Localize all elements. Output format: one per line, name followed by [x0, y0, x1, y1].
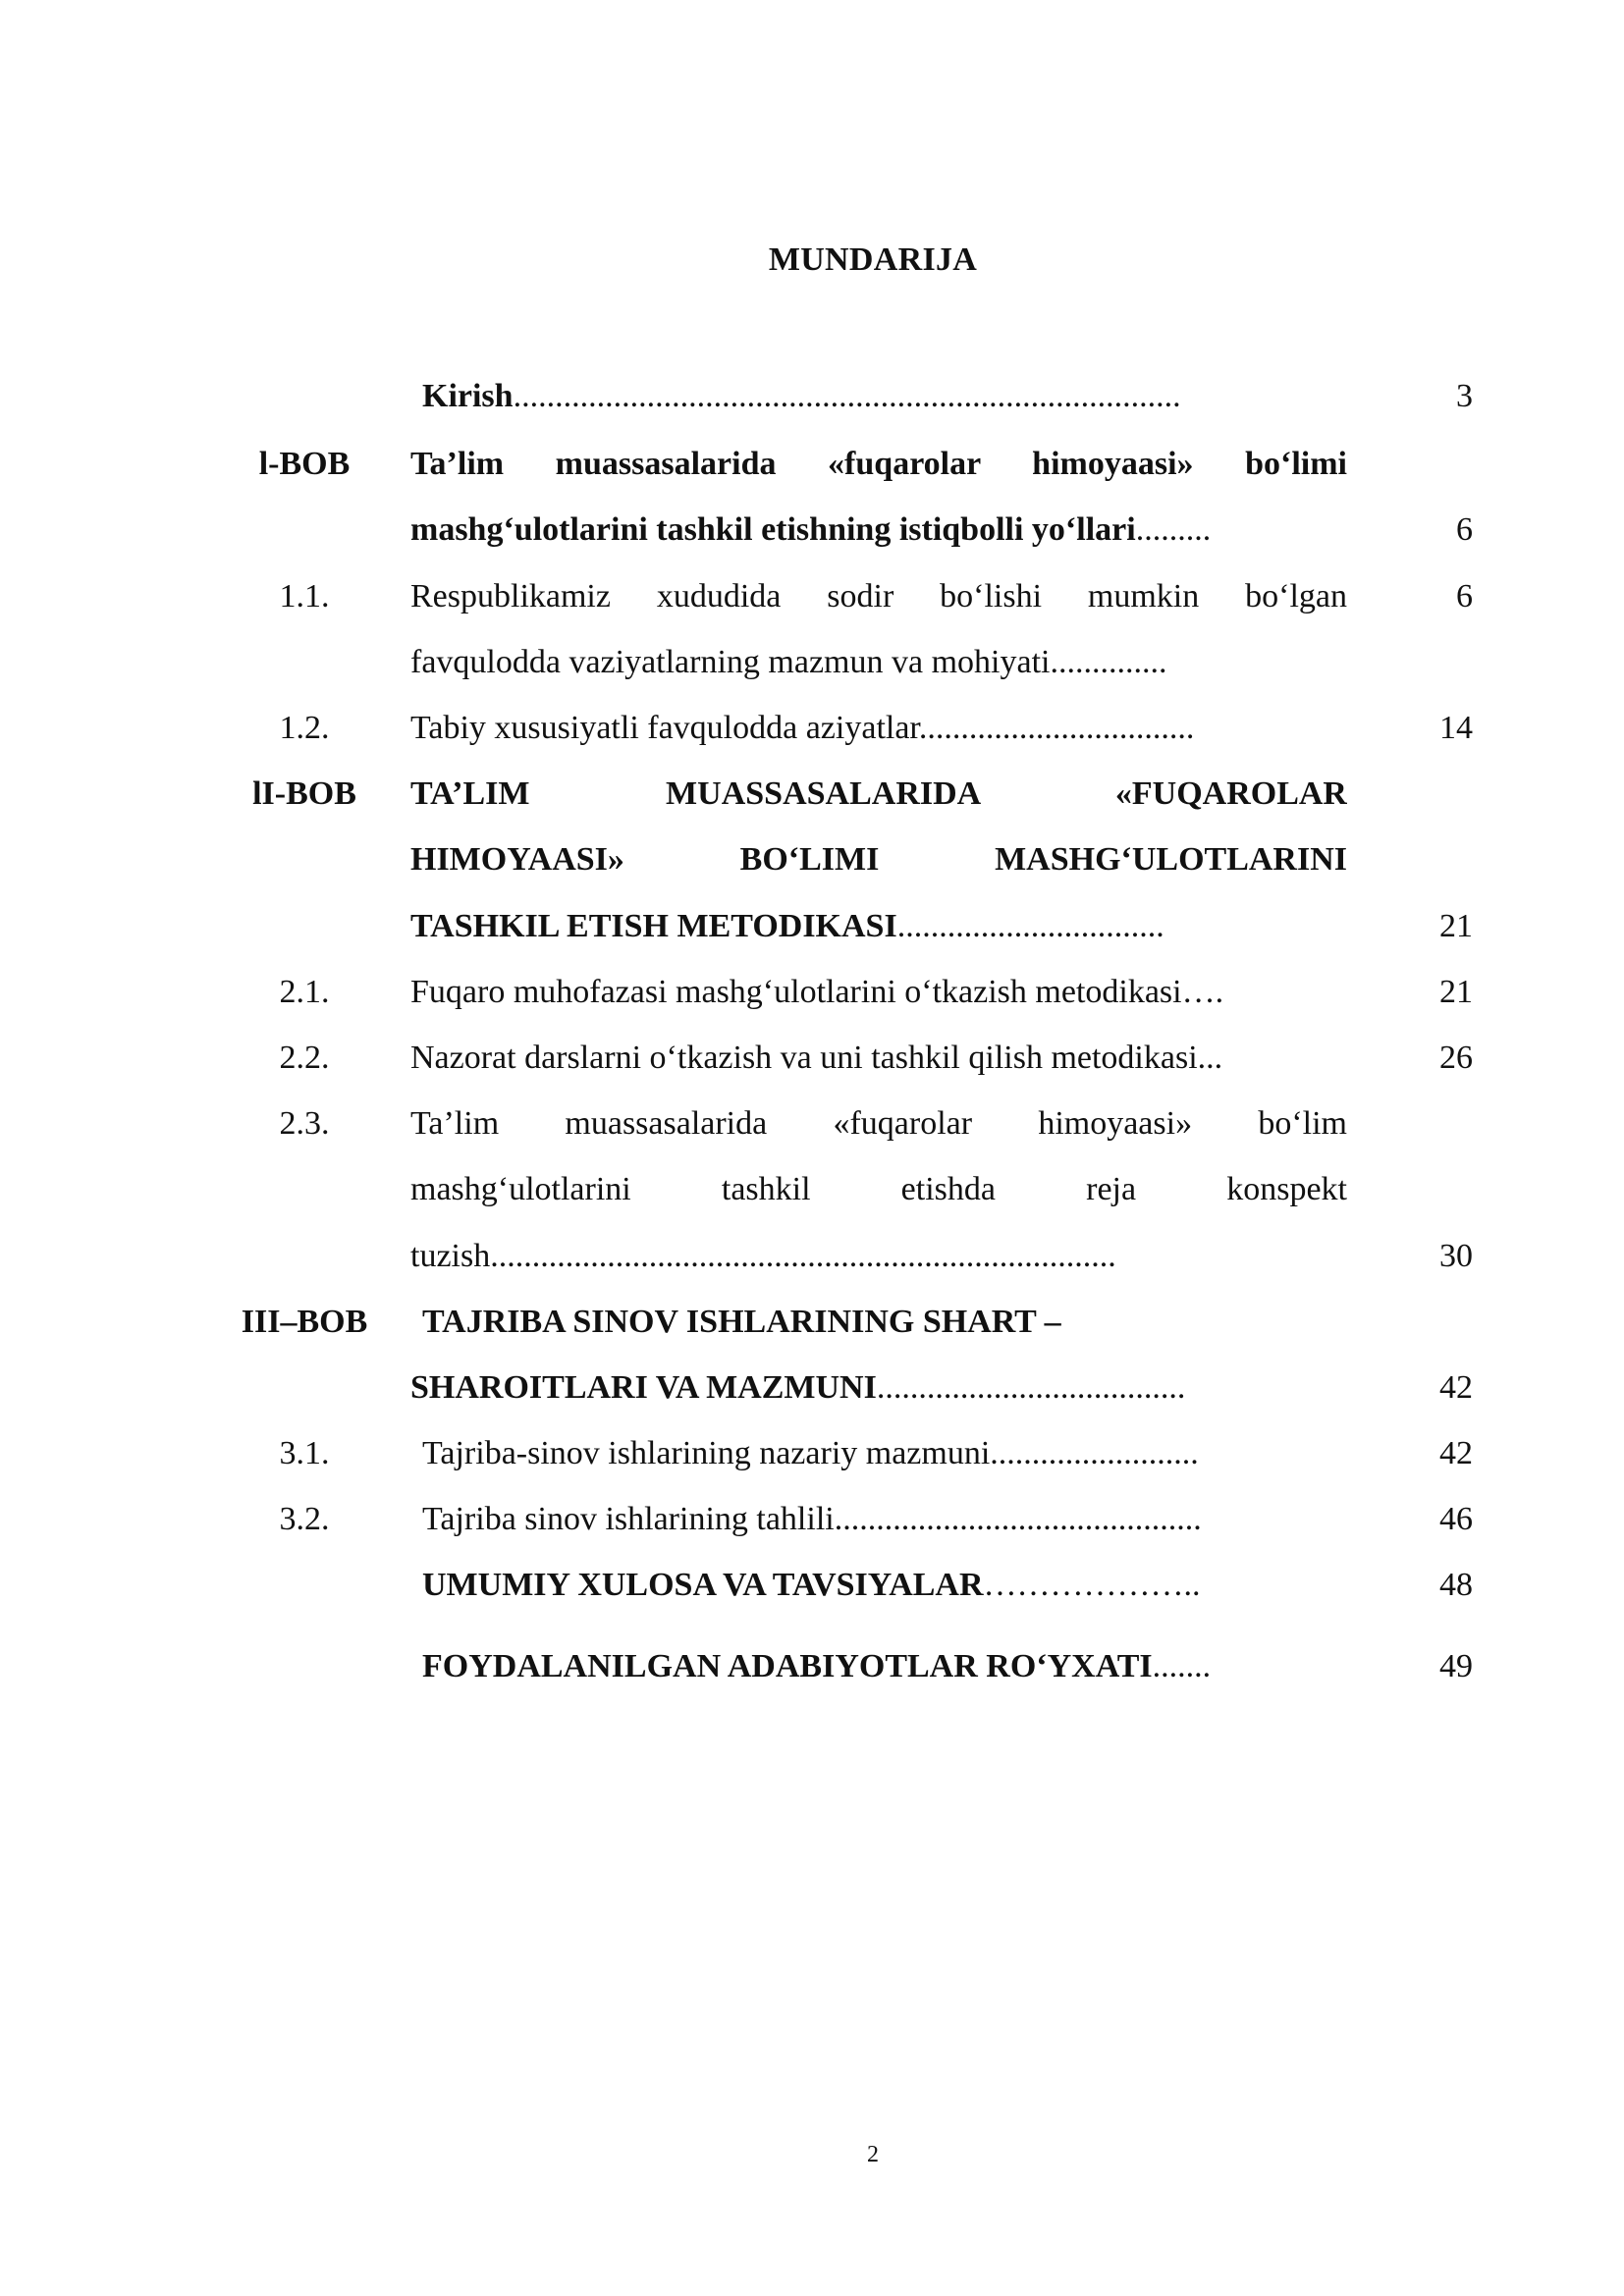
- toc-leader-dots: .........: [1135, 511, 1212, 548]
- toc-page-number: 46: [1439, 1501, 1473, 1537]
- toc-entry-title: SHAROITLARI VA MAZMUNI: [410, 1369, 877, 1406]
- toc-leader-dots: ................................................................................: [513, 378, 1181, 414]
- toc-leader-dots: ..............: [1050, 644, 1167, 680]
- toc-entry-line: TA’LIM MUASSASALARIDA «FUQAROLAR: [410, 775, 1347, 812]
- toc-entry-line: Nazorat darslarni o‘tkazish va uni tashkil qilish metodikasi...: [410, 1040, 1223, 1076]
- toc-page-number: 42: [1439, 1435, 1473, 1471]
- toc-chapter-number: lI-BOB: [252, 775, 356, 812]
- toc-leader-dots: .........................: [990, 1435, 1199, 1471]
- toc-entry-line: [422, 1562, 1347, 1609]
- toc-section-number: 3.2.: [279, 1501, 330, 1537]
- toc-entry-title: FOYDALANILGAN ADABIYOTLAR RO‘YXATI: [422, 1648, 1153, 1684]
- toc-entry-line: Ta’lim muassasalarida «fuqarolar himoyaasi» bo‘lim: [410, 1105, 1347, 1142]
- toc-page-number: 14: [1439, 710, 1473, 746]
- toc-leader-dots: ………………..: [983, 1567, 1201, 1603]
- toc-page-number: 42: [1439, 1369, 1473, 1406]
- toc-page-number: 30: [1439, 1238, 1473, 1274]
- toc-leader-dots: .......: [1152, 1648, 1212, 1684]
- toc-entry-title: Kirish: [422, 378, 514, 414]
- toc-entry-line: [422, 1643, 1347, 1690]
- toc-page-number: 3: [1456, 378, 1473, 414]
- toc-entry-line: TAJRIBA SINOV ISHLARINING SHART –: [422, 1304, 1061, 1340]
- toc-entry-line: mashg‘ulotlarini tashkil etishda reja konspekt: [410, 1171, 1347, 1207]
- toc-entry-title: favqulodda vaziyatlarning mazmun va mohiyati: [410, 644, 1051, 680]
- toc-page-number: 21: [1439, 974, 1473, 1010]
- toc-entry-line: [410, 1364, 1347, 1412]
- toc-page-number: 21: [1439, 908, 1473, 944]
- page-title: MUNDARIJA: [768, 241, 978, 278]
- toc-page-number: 6: [1456, 578, 1473, 614]
- toc-entry-line: [422, 1496, 1347, 1543]
- toc-leader-dots: ................................: [896, 908, 1164, 944]
- toc-entry-title: Tajriba sinov ishlarining tahlili: [422, 1501, 835, 1537]
- toc-entry-line: Fuqaro muhofazasi mashg‘ulotlarini o‘tkazish metodikasi….: [410, 974, 1224, 1010]
- toc-leader-dots: .................................: [918, 710, 1195, 746]
- toc-entry-title: TASHKIL ETISH METODIKASI: [410, 908, 897, 944]
- toc-page-number: 49: [1439, 1648, 1473, 1684]
- toc-entry-title: tuzish: [410, 1238, 491, 1274]
- toc-entry-line: [410, 1233, 1347, 1280]
- toc-page-number: 6: [1456, 511, 1473, 548]
- toc-page-number: 48: [1439, 1567, 1473, 1603]
- toc-entry-line: HIMOYAASI» BO‘LIMI MASHG‘ULOTLARINI: [410, 841, 1347, 878]
- toc-page-number: 26: [1439, 1040, 1473, 1076]
- toc-entry-kirish: [422, 373, 1347, 420]
- toc-leader-dots: ............................................: [834, 1501, 1202, 1537]
- toc-section-number: 2.3.: [279, 1105, 330, 1142]
- toc-entry-line: Ta’lim muassasalarida «fuqarolar himoyaasi» bo‘limi: [410, 446, 1347, 482]
- toc-entry-line: Respublikamiz xududida sodir bo‘lishi mumkin bo‘lgan: [410, 578, 1347, 614]
- toc-entry-title: UMUMIY XULOSA VA TAVSIYALAR: [422, 1567, 984, 1603]
- toc-section-number: 2.2.: [279, 1040, 330, 1076]
- toc-leader-dots: ...........................................................................: [490, 1238, 1116, 1274]
- toc-entry-line: [410, 639, 1347, 686]
- toc-chapter-number: l-BOB: [258, 446, 351, 482]
- toc-section-number: 1.1.: [279, 578, 330, 614]
- toc-chapter-number: III–BOB: [241, 1304, 368, 1340]
- toc-entry-title: Tabiy xususiyatli favqulodda aziyatlar: [410, 710, 919, 746]
- toc-entry-title: Tajriba-sinov ishlarining nazariy mazmuni: [422, 1435, 991, 1471]
- toc-entry-line: [422, 1430, 1347, 1477]
- page-footer-number: 2: [867, 2142, 879, 2167]
- toc-section-number: 2.1.: [279, 974, 330, 1010]
- toc-section-number: 3.1.: [279, 1435, 330, 1471]
- toc-entry-line: [410, 507, 1347, 554]
- toc-entry-line: [410, 705, 1347, 752]
- toc-entry-title: mashg‘ulotlarini tashkil etishning istiqbolli yo‘llari: [410, 511, 1136, 548]
- toc-leader-dots: .....................................: [876, 1369, 1186, 1406]
- toc-entry-line: [410, 903, 1347, 950]
- toc-section-number: 1.2.: [279, 710, 330, 746]
